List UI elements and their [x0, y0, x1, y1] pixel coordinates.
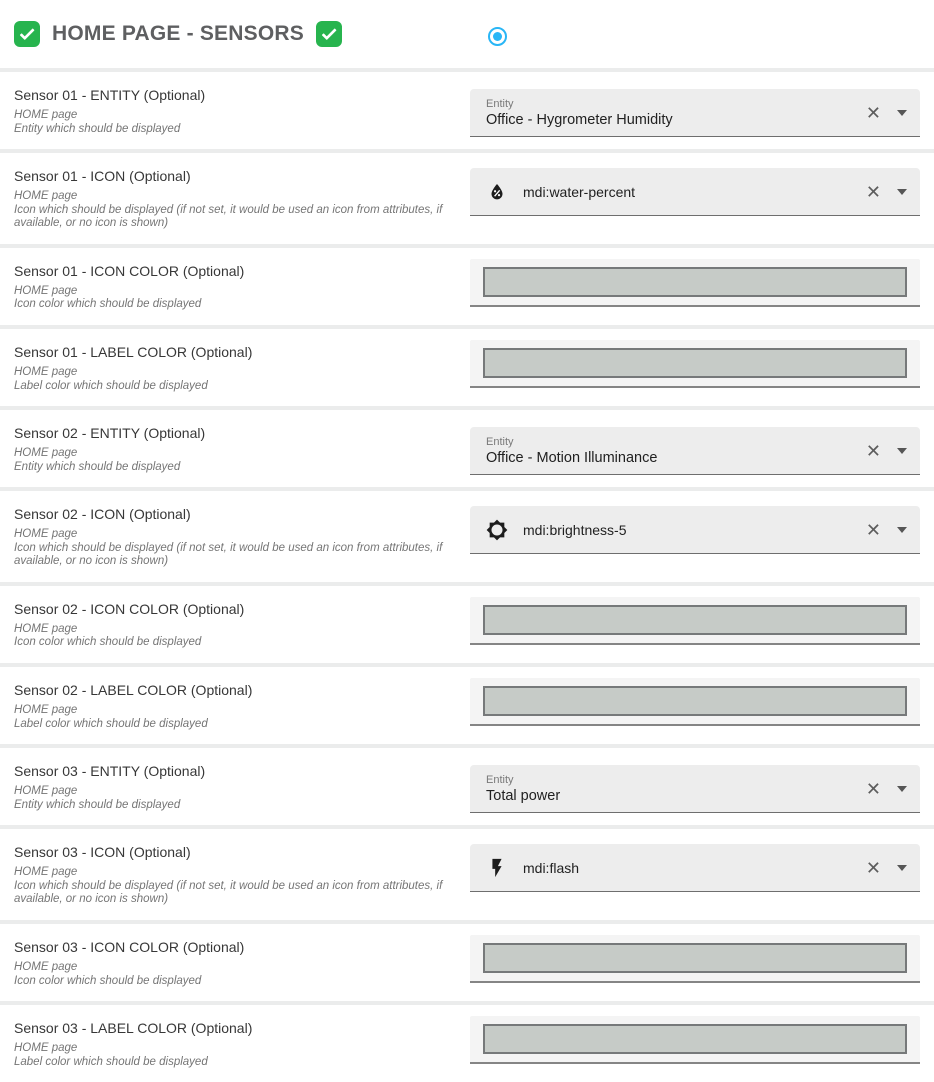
color-input[interactable]: [470, 340, 920, 388]
setting-page-label: HOME page: [14, 1042, 78, 1055]
clear-icon[interactable]: ✕: [865, 181, 881, 202]
setting-description: Icon which should be displayed (if not set, it would be used an icon from attributes, if available, or no icon is shown): [14, 203, 443, 230]
setting-description: Icon color which should be displayed: [14, 636, 202, 649]
setting-title: Sensor 02 - LABEL COLOR (Optional): [14, 682, 253, 698]
clear-icon[interactable]: ✕: [865, 440, 881, 461]
select-text: [486, 773, 862, 804]
chevron-down-icon[interactable]: [897, 527, 907, 533]
setting-description: Entity which should be displayed: [14, 798, 181, 811]
setting-page-label: HOME page: [14, 785, 78, 798]
clear-icon[interactable]: ✕: [865, 519, 881, 540]
entity-select[interactable]: [470, 765, 920, 813]
setting-title: Sensor 02 - ENTITY (Optional): [14, 425, 206, 442]
config-row-sensor01-entity: [0, 72, 934, 149]
select-floating-label: Entity: [486, 98, 514, 110]
config-row-sensor02-label-color: [0, 667, 934, 744]
setting-description: Icon color which should be displayed: [14, 298, 202, 311]
setting-title: Sensor 03 - LABEL COLOR (Optional): [14, 1020, 253, 1037]
setting-description: Icon color which should be displayed: [14, 974, 202, 987]
config-row-sensor03-entity: [0, 748, 934, 825]
setting-page-label: HOME page: [14, 704, 78, 716]
color-input[interactable]: [470, 678, 920, 726]
setting-page-label: HOME page: [14, 284, 78, 297]
select-floating-label: Entity: [486, 774, 514, 787]
color-swatch[interactable]: [483, 348, 907, 378]
select-value: mdi:brightness-5: [523, 521, 627, 538]
setting-title: Sensor 02 - ICON COLOR (Optional): [14, 600, 245, 617]
checkbox-checked-icon: [14, 21, 40, 47]
color-swatch[interactable]: [483, 267, 907, 297]
check-icon: [18, 25, 36, 43]
setting-description: Icon which should be displayed (if not set, it would be used an icon from attributes, if available, or no icon is shown): [14, 879, 443, 906]
entity-select[interactable]: [470, 89, 920, 137]
color-swatch[interactable]: [483, 605, 907, 635]
config-row-sensor03-icon: [0, 829, 934, 920]
chevron-down-icon[interactable]: [897, 110, 907, 116]
radio-button-selected[interactable]: [488, 27, 507, 46]
brightness-5-icon: [486, 519, 508, 541]
setting-title: Sensor 01 - LABEL COLOR (Optional): [14, 343, 253, 360]
setting-title: Sensor 02 - ICON (Optional): [14, 506, 191, 523]
chevron-down-icon[interactable]: [897, 448, 907, 454]
water-percent-icon: [486, 181, 508, 203]
select-value: Office - Motion Illuminance: [486, 450, 658, 467]
setting-title: Sensor 01 - ICON COLOR (Optional): [14, 262, 245, 279]
clear-icon[interactable]: ✕: [865, 102, 881, 123]
config-row-sensor01-icon: [0, 153, 934, 244]
clear-icon[interactable]: ✕: [865, 857, 881, 878]
icon-select[interactable]: [470, 168, 920, 216]
setting-page-label: HOME page: [14, 866, 78, 879]
config-row-sensor03-label-color: [0, 1005, 934, 1082]
color-swatch[interactable]: [483, 1024, 907, 1054]
setting-page-label: HOME page: [14, 190, 78, 203]
setting-description: Icon which should be displayed (if not set, it would be used an icon from attributes, if available, or no icon is shown): [14, 541, 443, 568]
setting-title: Sensor 03 - ENTITY (Optional): [14, 763, 206, 780]
select-value: mdi:flash: [523, 859, 580, 876]
radio-dot: [493, 32, 502, 41]
setting-description: Entity which should be displayed: [14, 122, 181, 135]
select-text: [486, 435, 862, 466]
setting-description: Entity which should be displayed: [14, 460, 181, 473]
select-value: mdi:water-percent: [523, 183, 636, 200]
select-text: [486, 97, 862, 128]
setting-page-label: HOME page: [14, 528, 78, 541]
checkbox-checked-icon: [316, 21, 342, 47]
setting-page-label: HOME page: [14, 365, 78, 378]
setting-page-label: HOME page: [14, 109, 78, 121]
icon-select[interactable]: [470, 506, 920, 554]
entity-select[interactable]: [470, 427, 920, 475]
setting-description: Label color which should be displayed: [14, 1055, 208, 1068]
setting-description: Label color which should be displayed: [14, 717, 208, 730]
select-floating-label: Entity: [486, 436, 514, 449]
color-input[interactable]: [470, 259, 920, 307]
setting-title: Sensor 01 - ENTITY (Optional): [14, 87, 206, 103]
page-header: [0, 0, 934, 68]
setting-title: Sensor 03 - ICON (Optional): [14, 844, 191, 861]
check-icon: [320, 25, 338, 43]
select-value: Total power: [486, 788, 561, 805]
select-value: Office - Hygrometer Humidity: [486, 112, 673, 128]
color-input[interactable]: [470, 597, 920, 645]
clear-icon[interactable]: ✕: [865, 778, 881, 799]
setting-page-label: HOME page: [14, 447, 78, 460]
config-row-sensor02-icon: [0, 491, 934, 582]
config-row-sensor02-icon-color: [0, 586, 934, 663]
color-swatch[interactable]: [483, 943, 907, 973]
config-row-sensor03-icon-color: [0, 924, 934, 1001]
color-input[interactable]: [470, 935, 920, 983]
setting-page-label: HOME page: [14, 622, 78, 635]
chevron-down-icon[interactable]: [897, 865, 907, 871]
config-row-sensor02-entity: [0, 410, 934, 487]
setting-title: Sensor 03 - ICON COLOR (Optional): [14, 938, 245, 955]
setting-title: Sensor 01 - ICON (Optional): [14, 168, 191, 185]
color-swatch[interactable]: [483, 686, 907, 716]
config-row-sensor01-icon-color: [0, 248, 934, 325]
color-input[interactable]: [470, 1016, 920, 1064]
page-title: HOME PAGE - SENSORS: [52, 22, 304, 45]
setting-page-label: HOME page: [14, 960, 78, 973]
flash-icon: [486, 857, 508, 879]
setting-description: Label color which should be displayed: [14, 379, 208, 392]
chevron-down-icon[interactable]: [897, 786, 907, 792]
chevron-down-icon[interactable]: [897, 189, 907, 195]
icon-select[interactable]: [470, 844, 920, 892]
config-row-sensor01-label-color: [0, 329, 934, 406]
